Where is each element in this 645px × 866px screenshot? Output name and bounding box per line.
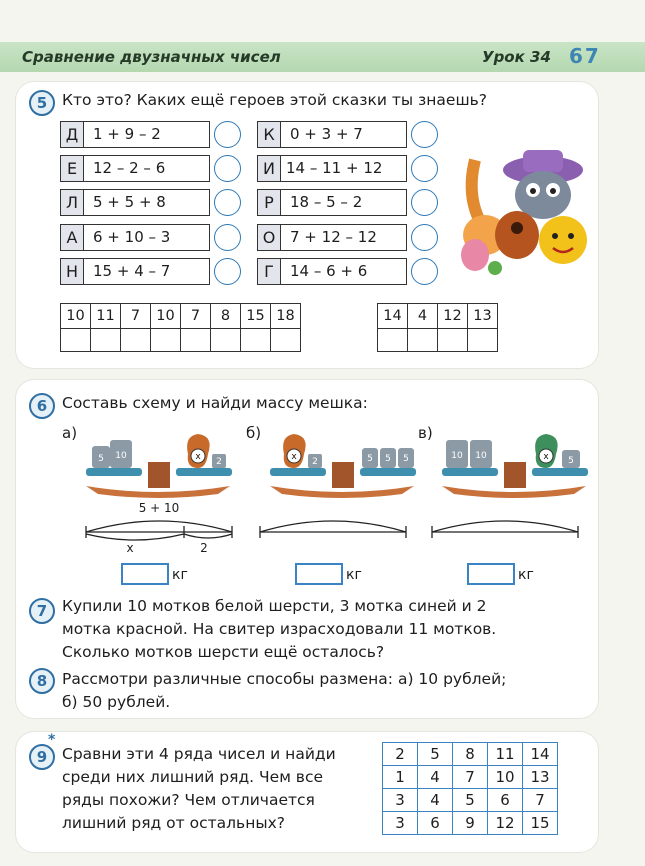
grid-cell: 14: [523, 743, 558, 766]
answer-cell: 12: [438, 304, 468, 329]
bag-a-x: x: [195, 452, 201, 462]
grid-cell: 3: [383, 812, 418, 835]
grid-row: [383, 743, 558, 766]
card-expression: 15 + 4 – 7: [93, 262, 171, 280]
answer-box-b[interactable]: [295, 563, 343, 585]
answer-cell: 7: [121, 304, 151, 329]
card-expression: 14 – 6 + 6: [290, 262, 368, 280]
card-expression: 1 + 9 – 2: [93, 125, 161, 143]
task-9-line-1: Сравни эти 4 ряда чисел и найди: [62, 745, 336, 763]
grid-cell: 7: [523, 789, 558, 812]
grid-cell: 10: [488, 766, 523, 789]
weight-b-5: 5: [403, 454, 409, 464]
card-expression: 12 – 2 – 6: [93, 159, 166, 177]
grid-cell: 5: [453, 789, 488, 812]
task-7-line-2: мотка красной. На свитер израсходовали 11 мотков.: [62, 620, 497, 638]
letter-slot[interactable]: [271, 329, 301, 352]
task-5-question: Кто это? Каких ещё героев этой сказки ты знаешь?: [62, 91, 488, 109]
answer-circle[interactable]: [411, 121, 438, 148]
grid-cell: 13: [523, 766, 558, 789]
label-b: б): [246, 424, 262, 442]
answer-circle[interactable]: [214, 155, 241, 182]
letter-slot[interactable]: [211, 329, 241, 352]
task-6-number: 6: [29, 393, 55, 419]
card-d: [60, 121, 210, 148]
card-r: [257, 189, 407, 216]
task-7-line-1: Купили 10 мотков белой шерсти, 3 мотка синей и 2: [62, 597, 487, 615]
answer-circle[interactable]: [411, 224, 438, 251]
grid-cell: 6: [418, 812, 453, 835]
weight-a-5: 5: [98, 454, 104, 464]
grid-row: [383, 766, 558, 789]
weight-b-5: 5: [385, 454, 391, 464]
card-letter: Г: [258, 259, 281, 284]
letter-slot[interactable]: [61, 329, 91, 352]
card-letter: Л: [61, 190, 84, 215]
card-expression: 7 + 12 – 12: [290, 228, 377, 246]
grid-cell: 6: [488, 789, 523, 812]
letter-slot[interactable]: [91, 329, 121, 352]
card-letter: Н: [61, 259, 84, 284]
card-expression: 14 – 11 + 12: [286, 159, 383, 177]
card-n: [60, 258, 210, 285]
grid-cell: 15: [523, 812, 558, 835]
task-7-number: 7: [29, 598, 55, 624]
card-i: [257, 155, 407, 182]
card-a: [60, 224, 210, 251]
card-e: [60, 155, 210, 182]
card-letter: А: [61, 225, 84, 250]
grid-cell: 5: [418, 743, 453, 766]
answer-cell: 18: [271, 304, 301, 329]
label-c: в): [418, 424, 433, 442]
letter-slot[interactable]: [151, 329, 181, 352]
card-expression: 6 + 10 – 3: [93, 228, 171, 246]
card-letter: Р: [258, 190, 281, 215]
answer-table-2: [377, 303, 498, 352]
weight-b-5: 5: [367, 454, 373, 464]
answer-cell: 4: [408, 304, 438, 329]
card-letter: Д: [61, 122, 84, 147]
answer-circle[interactable]: [411, 189, 438, 216]
answer-box-a[interactable]: [121, 563, 169, 585]
grid-row: [383, 812, 558, 835]
card-g: [257, 258, 407, 285]
answer-cell: 7: [181, 304, 211, 329]
weight-a-2: 2: [216, 457, 222, 467]
card-expression: 5 + 5 + 8: [93, 193, 166, 211]
grid-cell: 9: [453, 812, 488, 835]
card-letter: К: [258, 122, 281, 147]
answer-table-1: [60, 303, 301, 352]
weight-c-10: 10: [475, 451, 487, 461]
task-8-line-2: б) 50 рублей.: [62, 693, 171, 711]
grid-cell: 4: [418, 789, 453, 812]
card-letter: И: [258, 156, 281, 181]
answer-cell: 8: [211, 304, 241, 329]
answer-cell: 14: [378, 304, 408, 329]
card-expression: 18 – 5 – 2: [290, 193, 363, 211]
answer-box-c[interactable]: [467, 563, 515, 585]
scheme-b: [258, 496, 408, 556]
grid-cell: 7: [453, 766, 488, 789]
grid-cell: 2: [383, 743, 418, 766]
letter-slot[interactable]: [181, 329, 211, 352]
answer-cell: 10: [61, 304, 91, 329]
letter-slot[interactable]: [241, 329, 271, 352]
grid-row: [383, 789, 558, 812]
card-l: [60, 189, 210, 216]
label-a: а): [62, 424, 78, 442]
answer-cell: 10: [151, 304, 181, 329]
card-o: [257, 224, 407, 251]
grid-cell: 12: [488, 812, 523, 835]
page-header: [0, 42, 645, 72]
weight-c-5: 5: [568, 456, 574, 466]
chapter-title: Сравнение двузначных чисел: [22, 48, 281, 66]
unit-kg-a: кг: [172, 567, 188, 583]
scheme-a: [84, 496, 234, 556]
weight-c-10: 10: [451, 451, 463, 461]
unit-kg-b: кг: [346, 567, 362, 583]
task-9-number: 9: [29, 744, 55, 770]
letter-slot[interactable]: [121, 329, 151, 352]
grid-cell: 3: [383, 789, 418, 812]
answer-circle[interactable]: [214, 121, 241, 148]
unit-kg-c: кг: [518, 567, 534, 583]
answer-circle[interactable]: [411, 155, 438, 182]
letter-slot[interactable]: [468, 329, 498, 352]
lesson-label: Урок 34: [482, 48, 551, 66]
answer-circle[interactable]: [214, 258, 241, 285]
task-8-line-1: Рассмотри различные способы размена: а) 10 рублей;: [62, 670, 507, 688]
task-9-line-2: среди них лишний ряд. Чем все: [62, 768, 324, 786]
card-expression: 0 + 3 + 7: [290, 125, 363, 143]
task-5-number: 5: [29, 90, 55, 116]
number-rows-grid: [382, 742, 558, 835]
grid-cell: 1: [383, 766, 418, 789]
weight-b-2: 2: [312, 457, 318, 467]
scale-b-illustration: [262, 426, 424, 498]
scheme-a-x: x: [126, 541, 134, 555]
task-7-line-3: Сколько мотков шерсти ещё осталось?: [62, 643, 385, 661]
scheme-a-2: 2: [200, 541, 208, 555]
scale-a-illustration: [78, 426, 240, 498]
bag-c-x: x: [543, 452, 549, 462]
letter-slot[interactable]: [378, 329, 408, 352]
grid-cell: 4: [418, 766, 453, 789]
task-9-line-3: ряды похожи? Чем отличается: [62, 791, 315, 809]
card-k: [257, 121, 407, 148]
page-number: 67: [569, 44, 601, 68]
task-8-number: 8: [29, 668, 55, 694]
answer-circle[interactable]: [411, 258, 438, 285]
answer-circle[interactable]: [214, 189, 241, 216]
bag-b-x: x: [291, 452, 297, 462]
fairy-tale-characters-illustration: [445, 140, 595, 280]
answer-cell: 13: [468, 304, 498, 329]
letter-slot[interactable]: [438, 329, 468, 352]
scheme-c: [430, 496, 580, 556]
task-6-question: Составь схему и найди массу мешка:: [62, 394, 368, 412]
letter-slot[interactable]: [408, 329, 438, 352]
grid-cell: 11: [488, 743, 523, 766]
answer-circle[interactable]: [214, 224, 241, 251]
task-9-line-4: лишний ряд от остальных?: [62, 814, 285, 832]
scheme-a-top-label: 5 + 10: [138, 501, 180, 515]
scale-c-illustration: [434, 426, 596, 498]
card-letter: Е: [61, 156, 84, 181]
grid-cell: 8: [453, 743, 488, 766]
star-icon: *: [48, 732, 56, 748]
answer-cell: 15: [241, 304, 271, 329]
weight-a-10: 10: [115, 451, 127, 461]
answer-cell: 11: [91, 304, 121, 329]
card-letter: О: [258, 225, 281, 250]
